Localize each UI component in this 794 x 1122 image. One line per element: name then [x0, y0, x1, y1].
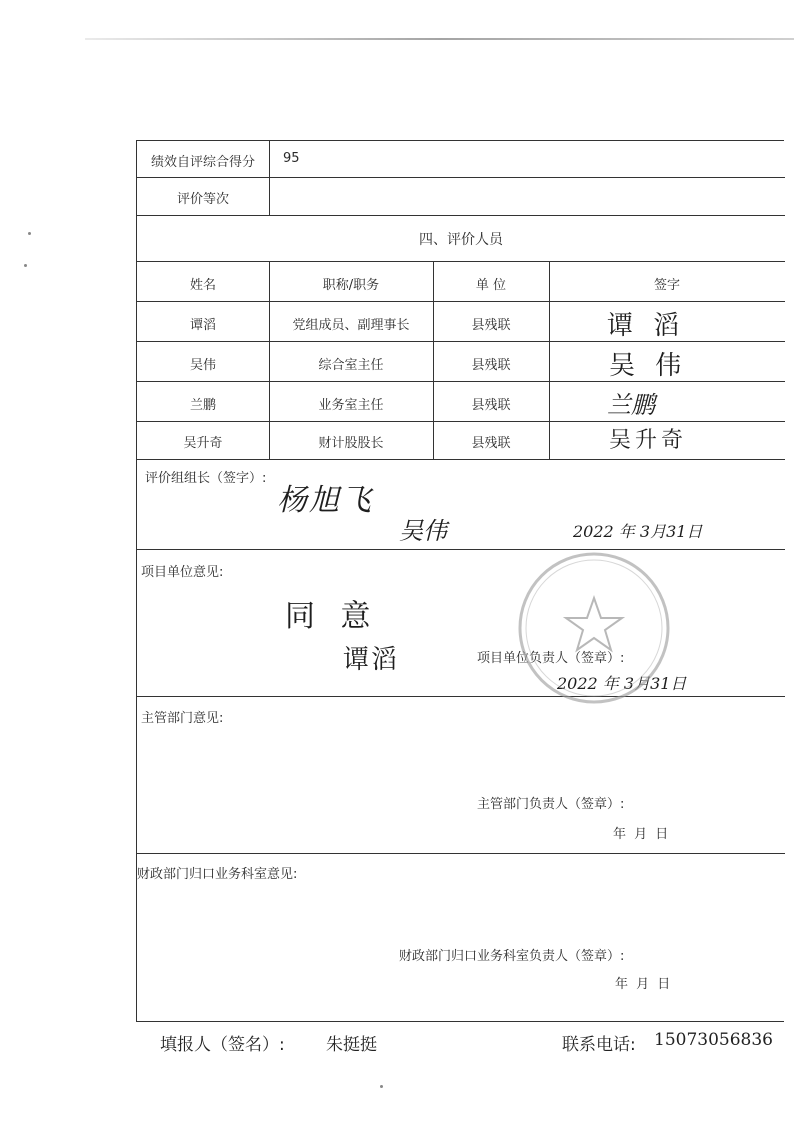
reviewer-unit: 县残联: [471, 318, 511, 333]
project-unit-label: 项目单位意见:: [141, 565, 224, 580]
phone-label: 联系电话:: [562, 1035, 636, 1055]
reviewer-unit: 县残联: [471, 358, 511, 373]
reviewer-signature: 谭 滔: [607, 311, 686, 341]
reviewer-title: 党组成员、副理事长: [292, 318, 410, 333]
reviewer-title: 业务室主任: [318, 398, 384, 413]
scan-edge-line: [85, 38, 794, 40]
reviewer-title: 财计股股长: [318, 436, 384, 451]
reviewer-signature: 兰鹏: [607, 391, 655, 419]
reviewer-signature: 吴升奇: [609, 428, 688, 453]
header-name: 姓名: [189, 278, 216, 293]
phone-number: 15073056836: [654, 1030, 773, 1050]
team-leader-signature: 杨旭飞: [277, 483, 373, 518]
finance-date: 年 月 日: [615, 977, 671, 992]
filler-label: 填报人（签名）:: [160, 1035, 285, 1055]
section-title: 四、评价人员: [419, 232, 503, 248]
scan-speck: [28, 232, 31, 235]
project-unit-date: 2022 年 3月31日: [557, 674, 687, 693]
team-leader-label: 评价组组长（签字）:: [145, 471, 267, 486]
official-seal-stamp: [514, 548, 674, 708]
finance-label: 财政部门归口业务科室意见:: [137, 867, 298, 882]
reviewer-title: 综合室主任: [318, 358, 384, 373]
header-signature: 签字: [653, 278, 680, 293]
score-label: 绩效自评综合得分: [150, 155, 255, 170]
project-unit-responsible-label: 项目单位负责人（签章）:: [477, 651, 625, 666]
project-unit-opinion: 同 意: [285, 599, 379, 634]
supervisor-responsible-label: 主管部门负责人（签章）:: [477, 797, 625, 812]
header-unit: 单 位: [475, 278, 507, 293]
project-unit-signature: 谭滔: [343, 645, 400, 675]
header-title: 职称/职务: [322, 278, 380, 293]
reviewer-name: 兰鹏: [189, 398, 216, 413]
team-leader-date: 2022 年 3月31日: [573, 522, 703, 541]
scan-speck: [380, 1085, 383, 1088]
reviewer-name: 吴升奇: [183, 436, 223, 451]
reviewer-signature: 吴 伟: [609, 351, 688, 381]
reviewer-unit: 县残联: [471, 436, 511, 451]
finance-responsible-label: 财政部门归口业务科室负责人（签章）:: [399, 949, 625, 964]
grade-label: 评价等次: [176, 192, 229, 207]
reviewer-name: 吴伟: [189, 358, 216, 373]
second-signature: 吴伟: [399, 517, 447, 545]
reviewer-name: 谭滔: [189, 318, 216, 333]
scan-speck: [24, 264, 27, 267]
evaluation-form: [136, 140, 784, 1022]
supervisor-label: 主管部门意见:: [141, 711, 224, 726]
filler-name: 朱挺挺: [326, 1035, 377, 1055]
supervisor-date: 年 月 日: [613, 827, 669, 842]
score-value: 95: [283, 151, 300, 166]
reviewer-unit: 县残联: [471, 398, 511, 413]
